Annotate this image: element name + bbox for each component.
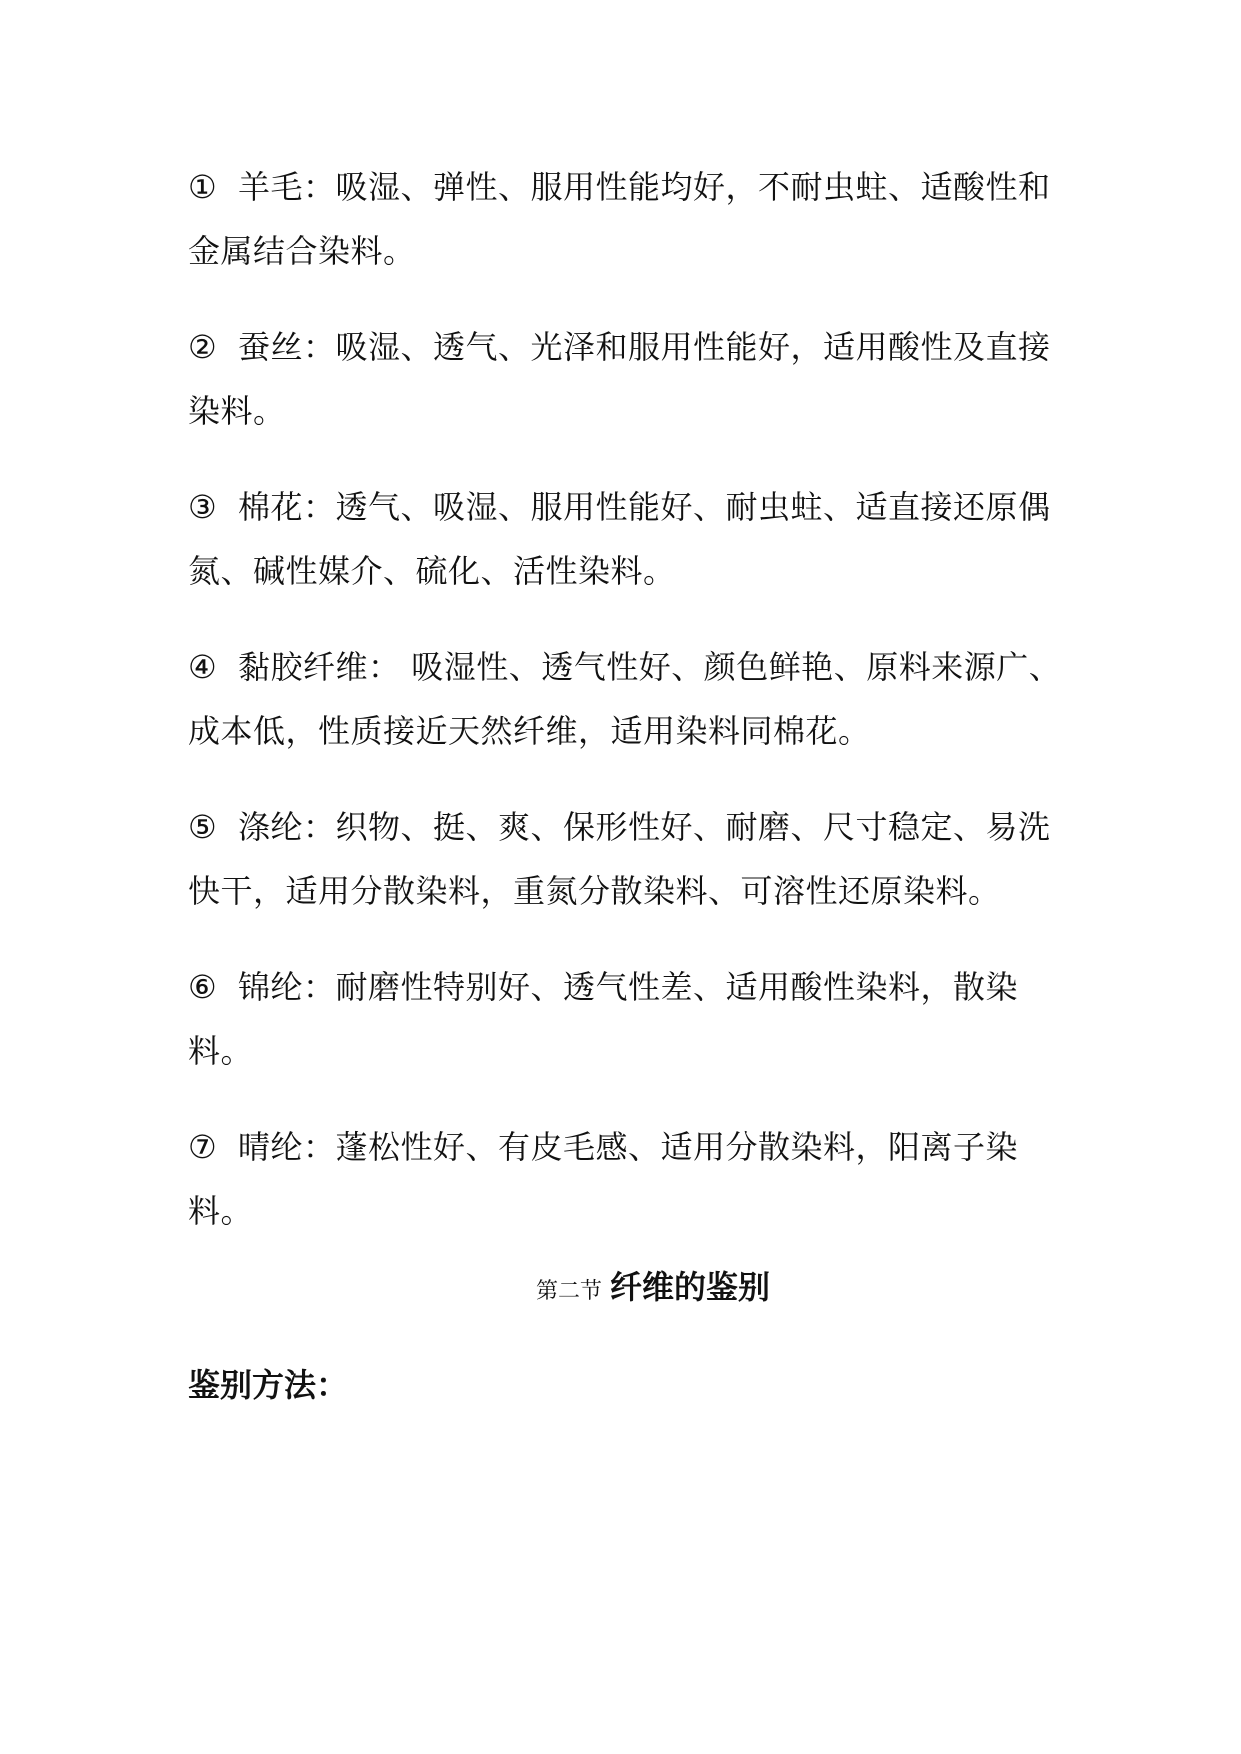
fiber-name: 锦纶	[238, 968, 304, 1006]
fiber-description: ：吸湿、弹性、服用性能均好，不耐虫蛀、适酸性和金属结合染料。	[188, 168, 1051, 270]
fiber-description: ：吸湿、透气、光泽和服用性能好，适用酸性及直接染料。	[188, 328, 1051, 430]
fiber-name: 羊毛	[238, 168, 304, 206]
fiber-item-nylon	[188, 955, 1068, 1083]
item-number: ⑦	[188, 1128, 218, 1166]
fiber-description: ：耐磨性特别好、透气性差、适用酸性染料，散染料。	[188, 968, 1019, 1070]
item-number: ⑤	[188, 808, 218, 846]
item-number: ④	[188, 648, 218, 686]
item-number: ⑥	[188, 968, 218, 1006]
fiber-item-polyester	[188, 795, 1068, 923]
fiber-description: ： 吸湿性、透气性好、颜色鲜艳、原料来源广、成本低，性质接近天然纤维，适用染料同棉花。	[188, 648, 1062, 750]
fiber-item-silk	[188, 315, 1068, 443]
fiber-item-viscose	[188, 635, 1068, 763]
fiber-name: 棉花	[238, 488, 304, 526]
fiber-item-cotton	[188, 475, 1068, 603]
fiber-name: 黏胶纤维	[238, 648, 369, 686]
fiber-name: 蚕丝	[238, 328, 304, 366]
method-heading: 鉴别方法：	[188, 1366, 349, 1404]
fiber-item-acrylic	[188, 1115, 1068, 1243]
item-number: ③	[188, 488, 218, 526]
item-number: ①	[188, 168, 218, 206]
fiber-item-wool	[188, 155, 1068, 283]
fiber-description: ：蓬松性好、有皮毛感、适用分散染料，阳离子染料。	[188, 1128, 1019, 1230]
section-number: 第二节	[535, 1279, 602, 1304]
section-heading	[188, 1255, 1068, 1325]
fiber-name: 涤纶	[238, 808, 304, 846]
item-number: ②	[188, 328, 218, 366]
document-content	[188, 155, 1068, 1417]
section-title: 纤维的鉴别	[610, 1268, 771, 1306]
fiber-description: ：织物、挺、爽、保形性好、耐磨、尺寸稳定、易洗快干，适用分散染料，重氮分散染料、可溶性还原染料。	[188, 808, 1051, 910]
fiber-name: 晴纶	[238, 1128, 304, 1166]
fiber-description: ：透气、吸湿、服用性能好、耐虫蛀、适直接还原偶氮、碱性媒介、硫化、活性染料。	[188, 488, 1051, 590]
